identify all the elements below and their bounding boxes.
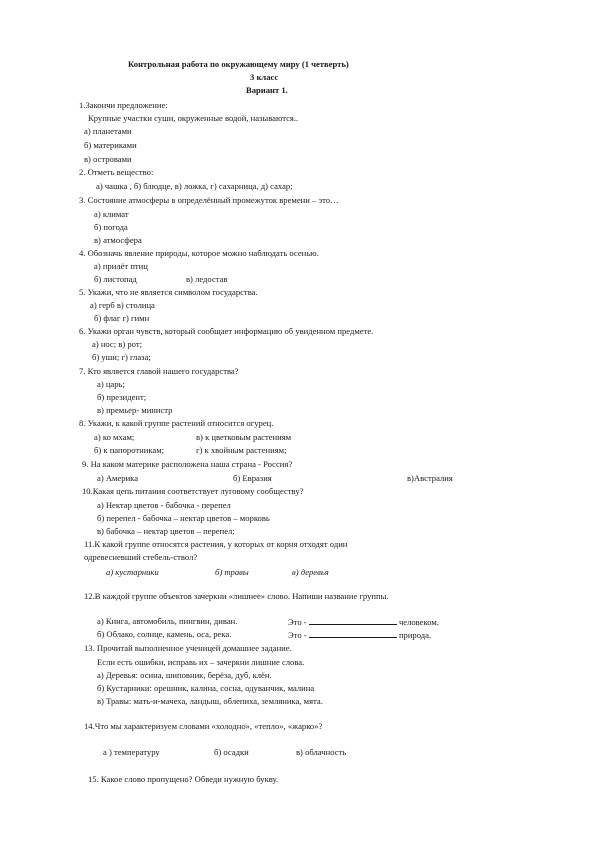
q12-row-b-text: б) Облако, солнце, камень, оса, река. <box>97 629 232 639</box>
q11-option-b: б) травы <box>215 567 249 577</box>
question-7: 7. Кто является главой нашего государства? <box>79 366 239 376</box>
question-11-line-2: одревесневший стебель-ствол? <box>84 552 198 562</box>
question-9: 9. На каком материке расположена наша страна - Россия? <box>82 459 293 469</box>
page-title: Контрольная работа по окружающему миру (1 четверть) <box>128 59 349 69</box>
q12-row-b-blank[interactable] <box>309 630 397 638</box>
q13-line-a: а) Деревья: осина, шиповник, берёза, дуб, клён. <box>97 670 272 680</box>
q9-option-a: а) Америка <box>97 473 139 483</box>
q6-options-row-1: а) нос; в) рот; <box>92 339 142 349</box>
question-3: 3. Состояние атмосферы в определённый промежуток времени – это… <box>79 195 339 205</box>
q8-option-d: г) к хвойным растениям; <box>196 445 287 455</box>
question-5: 5. Укажи, что не является символом государства. <box>79 287 258 297</box>
question-6: 6. Укажи орган чувств, который сообщает информацию об увиденном предмете. <box>79 326 374 336</box>
q8-option-b: б) к папоротникам; <box>94 445 165 455</box>
q4-option-a: а) прилёт птиц <box>94 261 148 271</box>
question-1: 1.Закончи предложение: <box>79 100 168 110</box>
question-14: 14.Что мы характеризуем словами «холодно», «тепло», «жарко»? <box>84 721 323 731</box>
q4-option-c: в) ледостав <box>186 274 228 284</box>
q10-option-a: а) Нектар цветов - бабочка - перепел <box>97 500 231 510</box>
q13-line-b: б) Кустарники: орешник, калина, сосна, одуванчик, малина <box>97 683 315 693</box>
question-11-line-1: 11.К какой группе относятся растения, у которых от корня отходят один <box>84 539 348 549</box>
q1-option-c: в) островами <box>84 154 132 164</box>
q8-option-a: а) ко мхам; <box>94 432 135 442</box>
q5-options-row-2: б) флаг г) гимн <box>94 313 150 323</box>
q8-option-c: в) к цветковым растениям <box>196 432 292 442</box>
grade-label: 3 класс <box>250 72 279 82</box>
q12-row-b-mid: Это - <box>288 630 307 640</box>
variant-label: Вариант 1. <box>246 85 288 95</box>
q12-row-b-end: природа. <box>398 630 432 640</box>
q2-options: а) чашка , б) блюдце, в) ложка, г) сахарница, д) сахар; <box>96 181 293 191</box>
q3-option-b: б) погода <box>94 222 128 232</box>
q13-line-c: в) Травы: мать-и-мачеха, ландыш, облепиха, земляника, мята. <box>97 696 323 706</box>
q3-option-a: а) климат <box>94 209 129 219</box>
q12-row-a-end: человеком. <box>398 617 439 627</box>
q12-row-b-answer <box>288 630 431 640</box>
q12-row-a-text: а) Книга, автомобиль, пингвин, диван. <box>97 616 238 626</box>
q1-option-a: а) планетами <box>84 126 132 136</box>
q1-option-b: б) материками <box>84 140 137 150</box>
q12-row-a-blank[interactable] <box>309 617 397 625</box>
q12-row-a-answer <box>288 617 439 627</box>
q9-option-b: б) Евразия <box>233 473 272 483</box>
question-15: 15. Какое слово пропущено? Обведи нужную букву. <box>88 774 279 784</box>
q3-option-c: в) атмосфера <box>94 235 142 245</box>
q7-option-c: в) премьер- министр <box>97 405 173 415</box>
question-4: 4. Обозначь явление природы, которое можно наблюдать осенью. <box>79 248 319 258</box>
q6-options-row-2: б) уши; г) глаза; <box>92 352 151 362</box>
q14-option-c: в) облачность <box>296 747 347 757</box>
question-13: 13. Прочитай выполненное ученицей домашнее задание. <box>84 643 292 653</box>
q7-option-a: а) царь; <box>97 379 125 389</box>
question-12: 12.В каждой группе объектов зачеркни «лишнее» слово. Напиши название группы. <box>84 591 389 601</box>
q10-option-b: б) перепел - бабочка – нектар цветов – морковь <box>97 513 270 523</box>
q7-option-b: б) президент; <box>97 392 147 402</box>
q9-option-c: в)Австралия <box>407 473 453 483</box>
q10-option-c: в) бабочка – нектар цветов – перепел; <box>97 526 235 536</box>
q4-option-b: б) листопад <box>94 274 137 284</box>
question-1-stem: Крупные участки суши, окруженные водой, называются.. <box>88 113 299 123</box>
q14-option-b: б) осадки <box>214 747 249 757</box>
question-8: 8. Укажи, к какой группе растений относится огурец. <box>79 418 274 428</box>
q12-row-a-mid: Это - <box>288 617 307 627</box>
q11-option-c: в) деревья <box>292 567 329 577</box>
q5-options-row-1: а) герб в) столица <box>90 300 155 310</box>
q11-option-a: а) кустарники <box>106 567 159 577</box>
question-10: 10.Какая цепь питания соответствует луговому сообществу? <box>82 486 304 496</box>
q13-instruction: Если есть ошибки, исправь их – зачеркни лишние слова. <box>97 657 305 667</box>
question-2: 2. Отметь вещество: <box>79 167 154 177</box>
q14-option-a: а ) температуру <box>103 747 160 757</box>
